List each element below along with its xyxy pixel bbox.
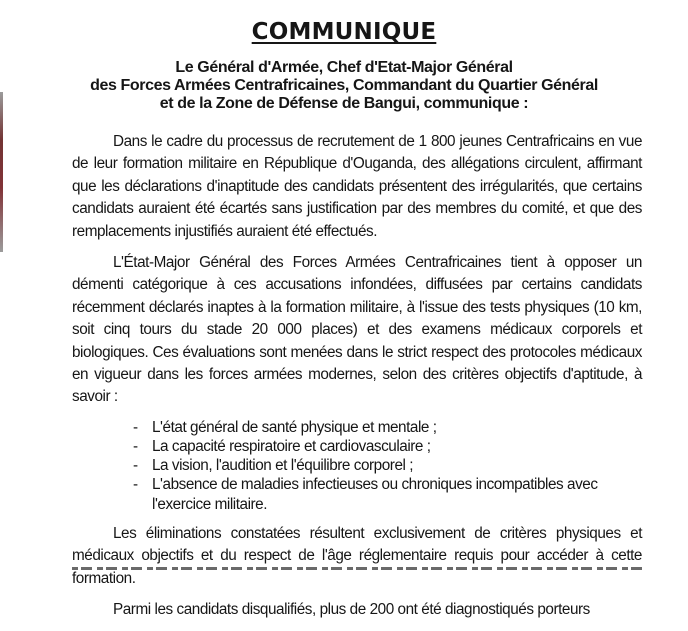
list-item — [133, 456, 642, 475]
cut-off-text-line — [72, 563, 642, 570]
bullet-dash: - — [133, 418, 138, 436]
issuer-header — [0, 59, 688, 113]
paragraph-eliminations: Les éliminations constatées résultent exclusivement de critères physiques et médicaux objectifs et du respect de l'âge réglementaire requis pour accéder à cette formation. — [72, 524, 642, 587]
bullet-dash: - — [133, 457, 138, 475]
header-line: des Forces Armées Centrafricaines, Commandant du Quartier Général — [90, 77, 598, 94]
paragraph-denial: L'État-Major Général des Forces Armées Centrafricaines tient à opposer un démenti catégorique à ces accusations infondées, diffusées par certains candidats récemment déclarés inaptes à la formation militaire, à l'issue des tests physiques (10 km, soit cinq tours du stade 20 000 places) et des examens médicaux corporels et biologiques. Ces évaluations sont menées dans le strict respect des protocoles médicaux en vigueur dans les forces armées modernes, selon des critères objectifs d'aptitude, à savoir : — [72, 254, 642, 406]
list-item-text: L'état général de santé physique et mentale ; — [152, 418, 437, 436]
list-item-text: La vision, l'audition et l'équilibre corporel ; — [152, 457, 414, 475]
bullet-dash: - — [133, 438, 138, 456]
document-title — [0, 18, 688, 46]
paragraph-context: Dans le cadre du processus de recrutement de 1 800 jeunes Centrafricains en vue de leur formation militaire en République d'Ouganda, des allégations circulent, affirmant que les déclarations d'inaptitude des candidats présentent des irrégularités, que certains candidats auraient été écartés sans justification par des membres du comité, et que des remplacements injustifiés auraient été effectués. — [72, 133, 642, 240]
list-item — [133, 437, 642, 456]
header-line: Le Général d'Armée, Chef d'Etat-Major Général — [175, 59, 513, 76]
title-text: COMMUNIQUE — [251, 19, 437, 45]
header-line: et de la Zone de Défense de Bangui, communique : — [159, 95, 529, 112]
list-item — [133, 418, 642, 437]
criteria-list — [72, 418, 642, 514]
list-item — [133, 475, 642, 513]
paragraph-disqualified: Parmi les candidats disqualifiés, plus de 200 ont été diagnostiqués porteurs — [113, 601, 590, 619]
document-body — [72, 131, 642, 631]
bullet-dash: - — [133, 476, 138, 494]
list-item-text: La capacité respiratoire et cardiovasculaire ; — [152, 438, 431, 456]
list-item-text: L'absence de maladies infectieuses ou chroniques incompatibles avec l'exercice militaire. — [152, 476, 598, 513]
